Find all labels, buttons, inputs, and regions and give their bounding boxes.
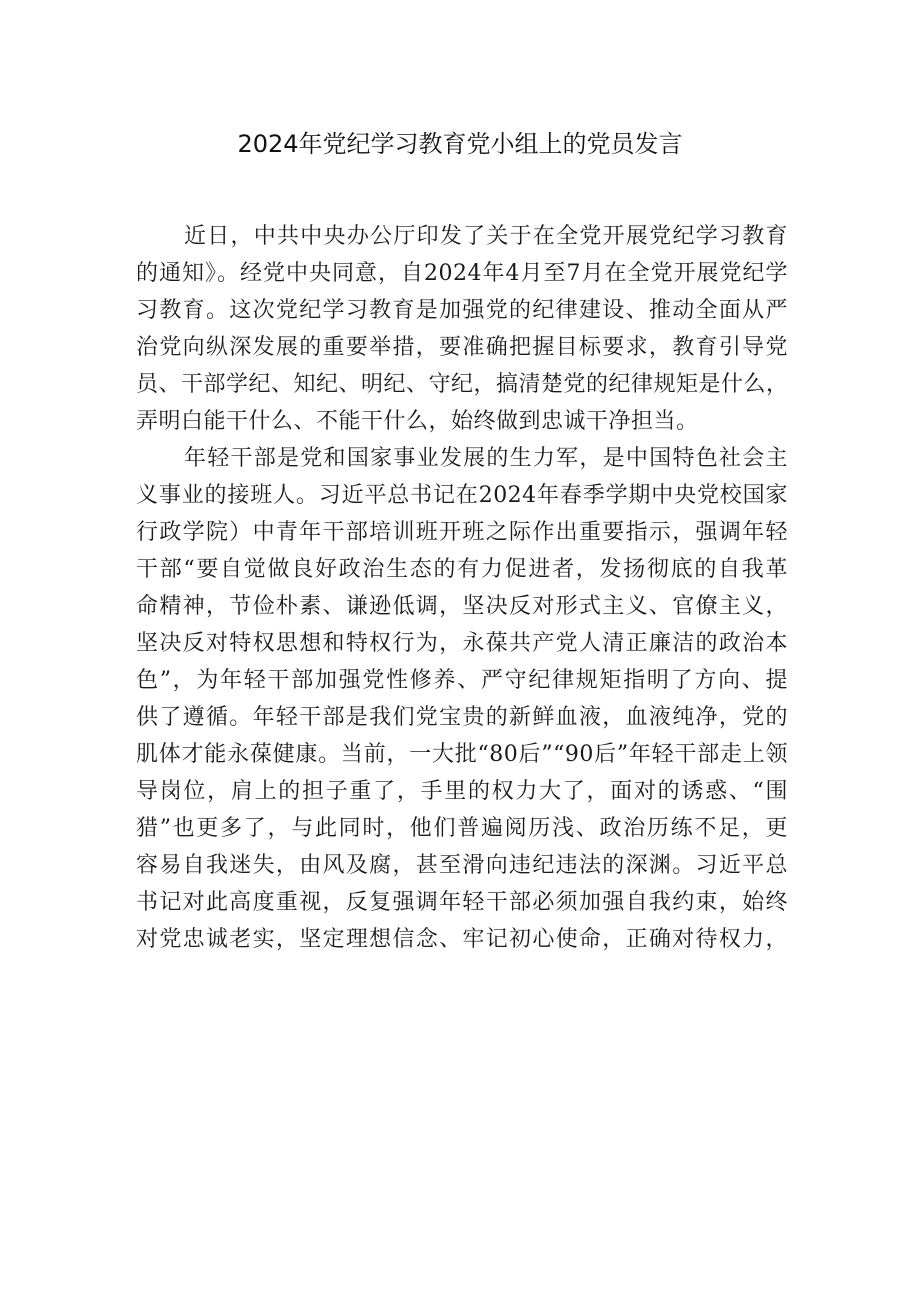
paragraph-1 <box>136 218 788 440</box>
text-line: 的通知》。经党中央同意，自2024年4月至7月在全党开展党纪学 <box>136 261 788 286</box>
text-line: 对党忠诚老实，坚定理想信念、牢记初心使命，正确对待权力， <box>136 927 788 952</box>
text-line: 容易自我迷失，由风及腐，甚至滑向违纪违法的深渊。习近平总 <box>136 853 788 878</box>
text-line: 弄明白能干什么、不能干什么，始终做到忠诚干净担当。 <box>136 409 699 434</box>
text-line: 书记对此高度重视，反复强调年轻干部必须加强自我约束，始终 <box>136 890 788 915</box>
paragraph-2 <box>136 440 788 958</box>
text-line: 坚决反对特权思想和特权行为，永葆共产党人清正廉洁的政治本 <box>136 631 788 656</box>
text-line: 色”，为年轻干部加强党性修养、严守纪律规矩指明了方向、提 <box>136 668 788 693</box>
text-line: 习教育。这次党纪学习教育是加强党的纪律建设、推动全面从严 <box>136 298 788 323</box>
text-line: 行政学院）中青年干部培训班开班之际作出重要指示，强调年轻 <box>136 520 788 545</box>
text-line: 猎”也更多了，与此同时，他们普遍阅历浅、政治历练不足，更 <box>136 816 788 841</box>
text-line: 治党向纵深发展的重要举措，要准确把握目标要求，教育引导党 <box>136 335 788 360</box>
text-line: 肌体才能永葆健康。当前，一大批“80后”“90后”年轻干部走上领 <box>136 742 788 767</box>
text-line: 干部“要自觉做良好政治生态的有力促进者，发扬彻底的自我革 <box>136 557 788 582</box>
text-line: 员、干部学纪、知纪、明纪、守纪，搞清楚党的纪律规矩是什么， <box>136 372 789 397</box>
text-line: 导岗位，肩上的担子重了，手里的权力大了，面对的诱惑、“围 <box>136 779 788 804</box>
text-line: 供了遵循。年轻干部是我们党宝贵的新鲜血液，血液纯净，党的 <box>136 705 788 730</box>
text-line: 义事业的接班人。习近平总书记在2024年春季学期中央党校国家 <box>136 483 788 508</box>
text-line: 命精神，节俭朴素、谦逊低调，坚决反对形式主义、官僚主义， <box>136 594 788 619</box>
text-line: 近日，中共中央办公厅印发了关于在全党开展党纪学习教育 <box>184 224 788 249</box>
text-line: 年轻干部是党和国家事业发展的生力军，是中国特色社会主 <box>184 446 788 471</box>
document-title: 2024年党纪学习教育党小组上的党员发言 <box>237 130 683 158</box>
document-body <box>136 218 788 958</box>
